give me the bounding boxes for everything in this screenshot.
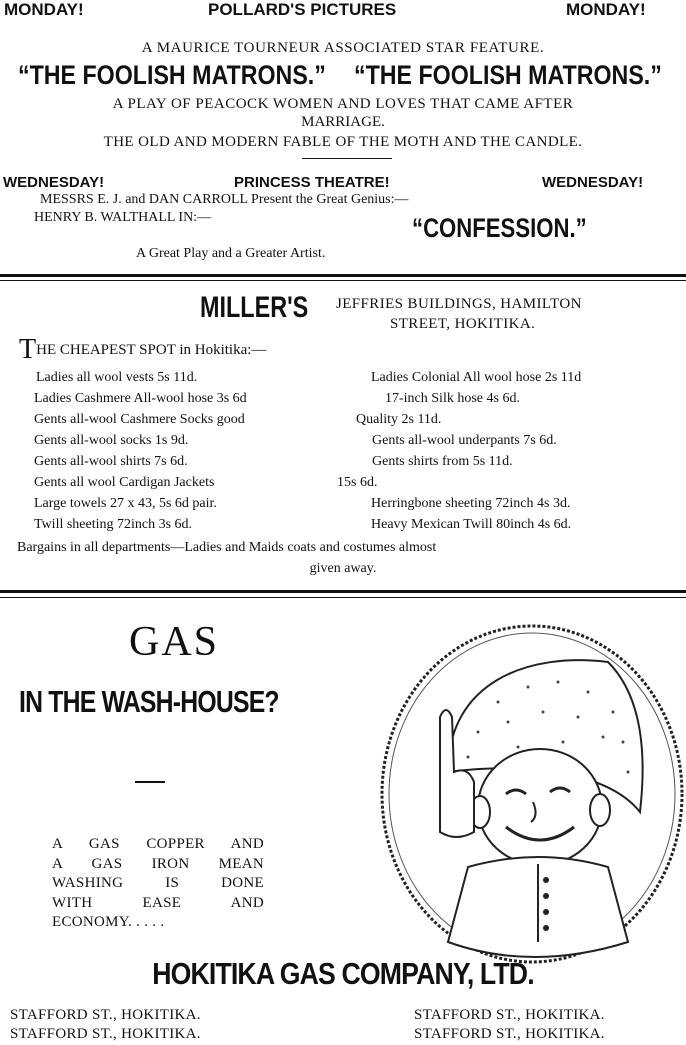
list-item: Gents all-wool shirts 7s 6d. (34, 454, 188, 469)
section-dash (302, 158, 392, 159)
section-divider (0, 590, 686, 593)
list-item: Twill sheeting 72inch 3s 6d. (34, 517, 193, 532)
millers-address-line1: JEFFRIES BUILDINGS, HAMILTON (336, 296, 582, 312)
gas-address-left: STAFFORD ST., HOKITIKA. (10, 1026, 201, 1042)
list-item: Ladies Cashmere All-wool hose 3s 6d (34, 391, 247, 406)
list-item: Herringbone sheeting 72inch 4s 3d. (371, 496, 571, 511)
gas-dash (135, 781, 165, 783)
pollards-day-left: MONDAY! (4, 0, 84, 19)
millers-footer-line1: Bargains in all departments—Ladies and Maids coats and costumes almost (17, 540, 437, 555)
gas-address-right: STAFFORD ST., HOKITIKA. (414, 1026, 605, 1042)
pollards-day-right: MONDAY! (566, 0, 646, 19)
smiling-man-pointing-up-icon (378, 622, 686, 967)
list-item: Gents all-wool Cashmere Socks good (34, 412, 245, 427)
list-item: Gents all-wool underpants 7s 6d. (372, 433, 557, 448)
gas-body (52, 835, 264, 933)
list-item: 15s 6d. (337, 475, 378, 490)
pollards-title-left: “THE FOOLISH MATRONS.” (18, 60, 326, 90)
gas-address-right: STAFFORD ST., HOKITIKA. (414, 1007, 605, 1023)
list-item: Gents shirts from 5s 11d. (372, 454, 513, 469)
pollards-heading: POLLARD'S PICTURES (208, 0, 397, 19)
gas-company-name: HOKITIKA GAS COMPANY, LTD. (152, 956, 534, 991)
list-item: Large towels 27 x 43, 5s 6d pair. (34, 496, 217, 511)
princess-feature-title: “CONFESSION.” (412, 213, 587, 243)
list-item: Gents all wool Cardigan Jackets (34, 475, 215, 490)
list-item: Gents all-wool socks 1s 9d. (34, 433, 189, 448)
section-divider-thin (0, 280, 686, 281)
millers-tagline-text: HE CHEAPEST SPOT in Hokitika:— (36, 342, 267, 358)
gas-question: IN THE WASH-HOUSE? (19, 684, 279, 719)
pollards-desc-line3: THE OLD AND MODERN FABLE OF THE MOTH AND THE CANDLE. (103, 134, 583, 150)
princess-tagline: A Great Play and a Greater Artist. (136, 246, 326, 261)
princess-star: HENRY B. WALTHALL IN:— (34, 210, 212, 225)
section-divider (0, 274, 686, 277)
millers-tagline (19, 334, 266, 366)
list-item: Heavy Mexican Twill 80inch 4s 6d. (371, 517, 572, 532)
gas-body-line: A GAS COPPER AND (52, 836, 264, 852)
gas-body-line: WASHING IS DONE (52, 875, 264, 891)
princess-day-left: WEDNESDAY! (3, 174, 105, 191)
pollards-title-right: “THE FOOLISH MATRONS.” (354, 60, 662, 90)
gas-body-line: WITH EASE AND (52, 894, 264, 911)
pollards-feature-line: A MAURICE TOURNEUR ASSOCIATED STAR FEATURE. (141, 40, 545, 56)
list-item: Ladies Colonial All wool hose 2s 11d (371, 370, 582, 385)
millers-drop-cap: T (19, 334, 37, 365)
millers-footer-line2: given away. (309, 561, 377, 576)
princess-presenters: MESSRS E. J. and DAN CARROLL Present the Great Genius:— (40, 192, 409, 207)
gas-body-line: ECONOMY. . . . . (52, 914, 165, 930)
princess-heading: PRINCESS THEATRE! (234, 174, 390, 191)
millers-address-line2: STREET, HOKITIKA. (390, 316, 536, 332)
gas-title: GAS (129, 619, 220, 665)
pollards-desc-line1: A PLAY OF PEACOCK WOMEN AND LOVES THAT CAME AFTER (112, 96, 574, 112)
pollards-desc-line2: MARRIAGE. (301, 114, 385, 130)
list-item: 17-inch Silk hose 4s 6d. (385, 391, 520, 406)
princess-day-right: WEDNESDAY! (542, 174, 644, 191)
gas-body-line: A GAS IRON MEAN (52, 855, 264, 872)
list-item: Ladies all wool vests 5s 11d. (36, 370, 198, 385)
list-item: Quality 2s 11d. (356, 412, 442, 427)
gas-address-left: STAFFORD ST., HOKITIKA. (10, 1007, 201, 1023)
section-divider-thin (0, 597, 686, 598)
millers-name: MILLER'S (200, 291, 309, 324)
